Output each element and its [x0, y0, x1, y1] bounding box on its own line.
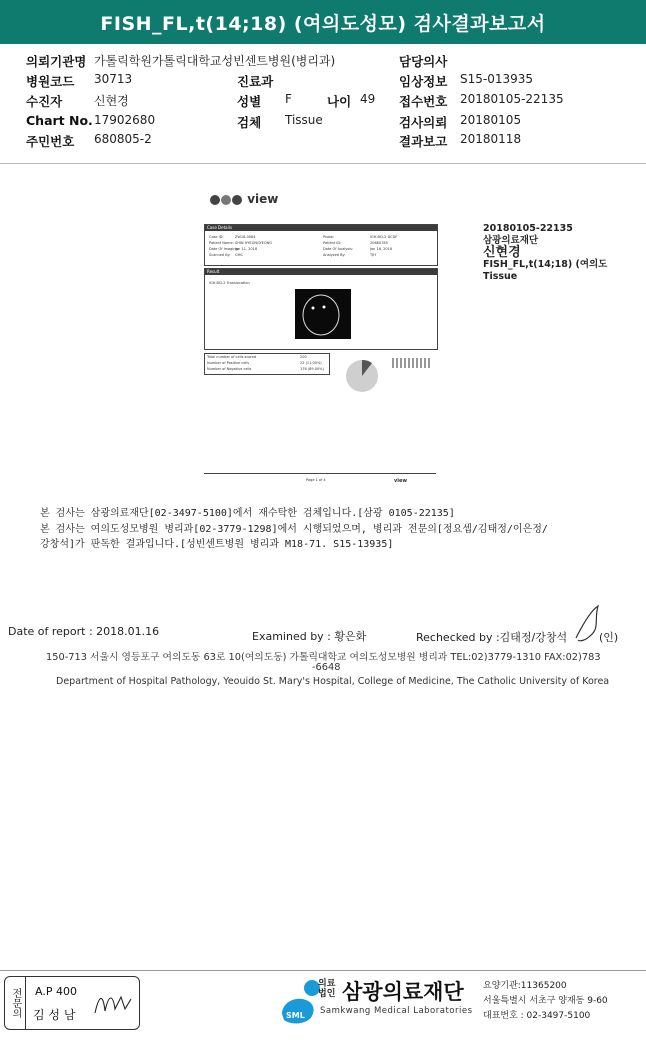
institution-value: 가톨릭학원가톨릭대학교성빈센트병원(병리과) [94, 54, 336, 68]
info-row-5 [0, 132, 646, 151]
sticker-receipt: 20180105-22135 [483, 223, 573, 234]
rrn-label: 주민번호 [26, 134, 75, 149]
rechecked-by: Rechecked by :김태정/강창석 [416, 631, 568, 644]
case-field-value: SHIN HYEONGYEONG [235, 241, 272, 245]
clinical-value: S15-013935 [460, 72, 534, 86]
logo-dot-icon [232, 195, 242, 205]
stats-key: Total number of cells scored [207, 355, 257, 359]
chart-label: Chart No. [26, 113, 93, 128]
comment-line-1: 본 검사는 삼광의료재단[02-3497-5100]에서 재수탁한 검체입니다.[삼광 0105-22135] [40, 508, 455, 519]
report-title: FISH_FL,t(14;18) (여의도성모) 검사결과보고서 [0, 0, 646, 44]
page-footer-rule [204, 473, 436, 474]
sml-mark-text: SML [286, 1011, 305, 1020]
receipt-label: 접수번호 [399, 94, 448, 109]
scanned-report-image [0, 166, 646, 956]
case-field-key: Scanned By: [209, 253, 231, 257]
bioview-report-page [196, 178, 446, 488]
header-divider [0, 163, 646, 164]
info-row-2 [0, 72, 646, 91]
comment-line-2: 본 검사는 여의도성모병원 병리과[02-3779-1298]에서 시행되었으며, 병리과 전문의[정요셉/김태정/이은정/ [40, 524, 548, 535]
org-tel: 대표번호 : 02-3497-5100 [483, 1011, 591, 1021]
sticker-org: 삼광의료재단 [483, 235, 539, 246]
stats-value: 178 (89.00%) [300, 367, 324, 371]
sex-value: F [285, 92, 292, 106]
institution-label: 의뢰기관명 [26, 54, 87, 69]
specimen-label-sticker [483, 223, 607, 283]
hospital-code-value: 30713 [94, 72, 133, 86]
case-field-value: CMC [235, 253, 243, 257]
report-value: 20180118 [460, 132, 522, 146]
case-details-header: Case Details [205, 225, 437, 231]
date-of-report: Date of report : 2018.01.16 [8, 625, 160, 638]
report-label: 결과보고 [399, 134, 448, 149]
legend-icon [392, 358, 430, 368]
cell-outline-icon [295, 289, 351, 339]
stats-key: Number of Positive cells [207, 361, 250, 365]
stamp-label: 전문의 [5, 977, 26, 1029]
receipt-value: 20180105-22135 [460, 92, 564, 106]
stamp-name: 김 성 남 [33, 1008, 76, 1022]
stats-value: 22 (11.00%) [300, 361, 322, 365]
bioview-logo [210, 192, 278, 206]
patient-label: 수진자 [26, 94, 63, 109]
stats-table [204, 353, 330, 375]
comment-line-3: 강창석]가 판독한 결과입니다.[성빈센트병원 병리과 M18-71. S15-13935] [40, 539, 394, 550]
case-field-key: Patient ID: [323, 241, 342, 245]
footer-divider [0, 970, 646, 971]
org-code: 요양기관:11365200 [483, 981, 567, 991]
sticker-name: 신현경 [483, 245, 521, 260]
dept-label: 진료과 [237, 74, 274, 89]
info-row-3 [0, 92, 646, 111]
case-details-box [204, 224, 438, 266]
sticker-specimen: Tissue [483, 271, 518, 282]
case-field-value: 20680785 [370, 241, 388, 245]
age-label: 나이 [327, 94, 352, 109]
hospital-code-label: 병원코드 [26, 74, 75, 89]
address-line-1: 150-713 서울시 영등포구 여의도동 63로 10(여의도동) 가톨릭대학교 여의도성모병원 병리과 TEL:02)3779-1310 FAX:02)783 [46, 652, 601, 663]
specialist-stamp [4, 976, 140, 1030]
case-field-key: Date Of Analysis: [323, 247, 354, 251]
case-field-value: Jan 11, 2018 [235, 247, 258, 251]
case-field-key: Date Of Imaging: [209, 247, 239, 251]
chart-value: 17902680 [94, 113, 156, 127]
age-value: 49 [360, 92, 376, 106]
request-label: 검사의뢰 [399, 115, 448, 130]
case-field-value: ZW18-0084 [235, 235, 256, 239]
result-text: IGH-BCL2 Translocation [209, 281, 250, 285]
pie-chart-icon [344, 358, 384, 396]
case-field-value: IGH-BCL2 DCDF [370, 235, 398, 239]
sticker-test: FISH_FL,t(14;18) (여의도 [483, 259, 608, 270]
case-field-value: Jan 16, 2018 [370, 247, 393, 251]
doctor-label: 담당의사 [399, 54, 448, 69]
sex-label: 성별 [237, 94, 262, 109]
page-footer: Page 1 of 4 [306, 478, 326, 482]
logo-dot-icon [210, 195, 220, 205]
patient-value: 신현경 [94, 94, 129, 108]
org-address: 서울특별시 서초구 양재동 9-60 [483, 996, 608, 1006]
org-name: 삼광의료재단 [342, 980, 464, 1004]
stats-value: 200 [300, 355, 307, 359]
org-english: Samkwang Medical Laboratories [320, 1006, 473, 1016]
case-field-key: Case ID: [209, 235, 224, 239]
request-value: 20180105 [460, 113, 522, 127]
address-line-2: Department of Hospital Pathology, Yeouido St. Mary's Hospital, College of Medicine, The Catholic University of Korea [56, 676, 610, 687]
org-contact-block [483, 979, 608, 1024]
patient-info-panel [0, 48, 646, 163]
stamp-ap: A.P 400 [35, 985, 77, 998]
case-field-key: Analyzed By: [323, 253, 346, 257]
result-header: Result [205, 269, 437, 275]
stats-key: Number of Negative cells [207, 367, 252, 371]
result-box [204, 268, 438, 350]
rrn-value: 680805-2 [94, 132, 152, 146]
org-prefix: 의료법인 [318, 979, 336, 999]
specimen-value: Tissue [285, 113, 323, 127]
seal-mark: (인) [599, 631, 619, 644]
logo-text: view [247, 192, 279, 206]
info-row-4 [0, 113, 646, 132]
info-row-1 [0, 52, 646, 71]
address-line-1b: -6648 [312, 662, 341, 673]
logo-dot-icon [221, 195, 231, 205]
clinical-label: 임상정보 [399, 74, 448, 89]
signature-icon [570, 602, 610, 646]
footer-logo: view [394, 478, 407, 484]
specimen-label: 검체 [237, 115, 262, 130]
case-field-key: Patient Name: [209, 241, 234, 245]
case-field-value: TJH [370, 253, 376, 257]
case-field-key: Probe: [323, 235, 335, 239]
examined-by: Examined by : 황은화 [252, 630, 367, 643]
stamp-signature-icon [91, 987, 135, 1021]
fish-cell-image [295, 289, 351, 339]
